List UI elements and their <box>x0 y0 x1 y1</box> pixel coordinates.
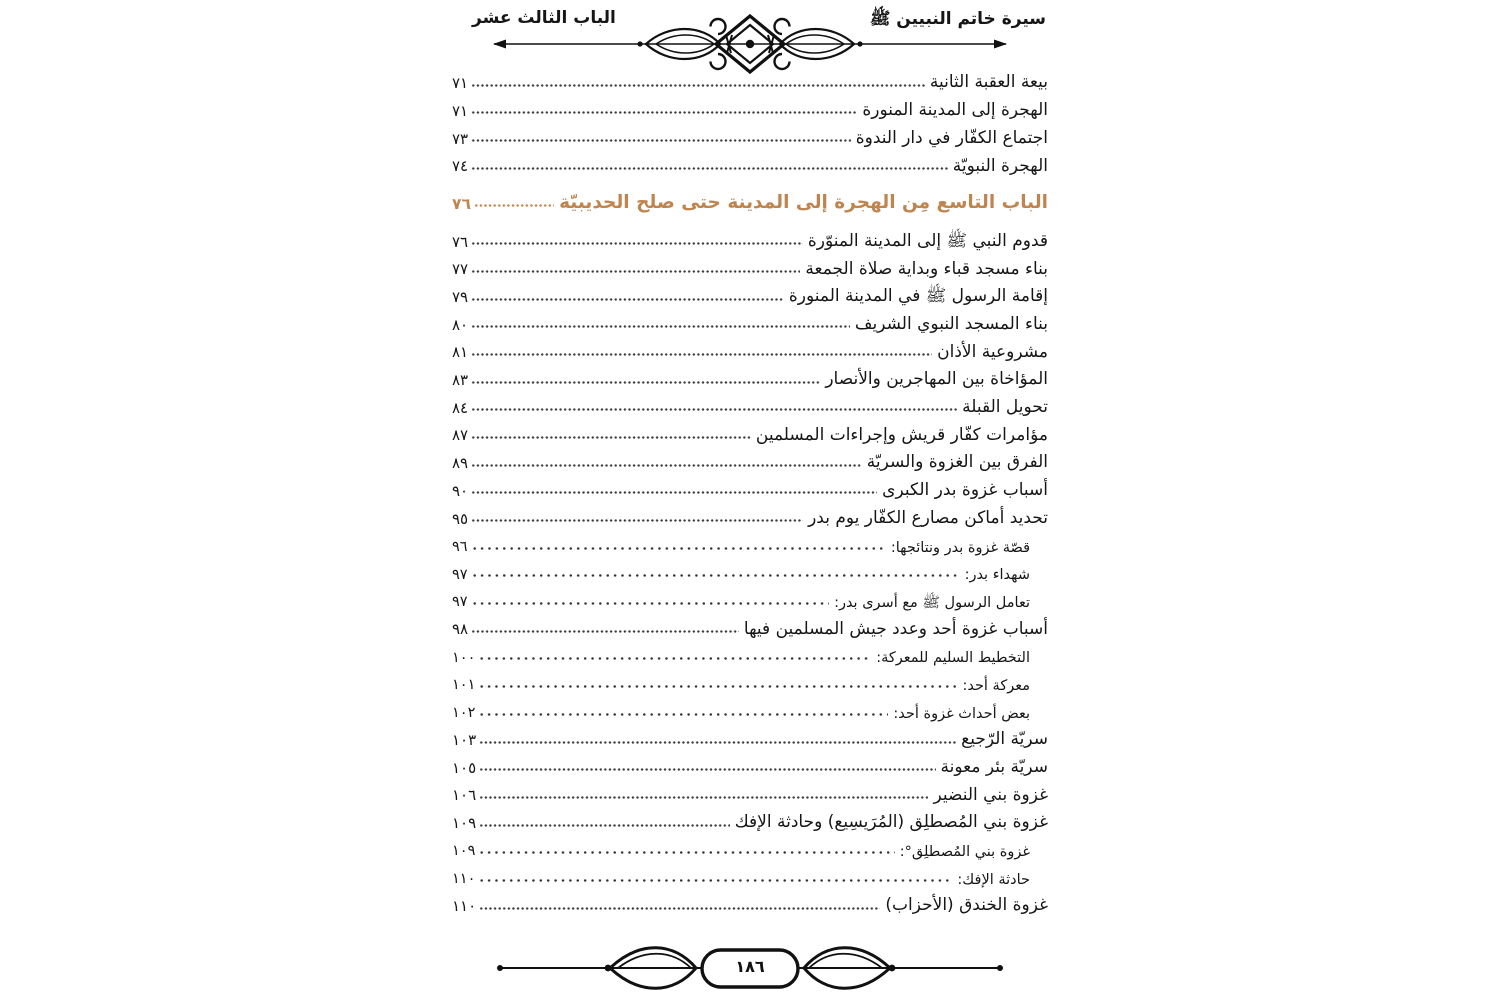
toc-entry-title[interactable]: الهجرة إلى المدينة المنورة <box>862 100 1048 121</box>
dot-leader <box>479 907 880 910</box>
toc-entry-title[interactable]: غزوة بني المُصطلِق (المُرَيسِيع) وحادثة الإفك <box>734 812 1048 833</box>
dot-leader <box>471 602 829 605</box>
toc-entry-title[interactable]: أسباب غزوة بدر الكبرى <box>882 480 1048 501</box>
toc-entry-page: ٨٤ <box>452 398 469 417</box>
toc-entry-title[interactable]: الهجرة النبويّة <box>952 155 1048 176</box>
toc-row[interactable] <box>452 557 1048 585</box>
toc-row[interactable] <box>452 474 1048 502</box>
toc-entry-title[interactable]: بناء مسجد قباء وبداية صلاة الجمعة <box>805 258 1048 279</box>
toc-entry-title[interactable]: التخطيط السليم للمعركة: <box>876 650 1030 667</box>
book-title: سيرة خاتم النبيين ﷺ <box>869 9 1046 29</box>
toc-row[interactable] <box>452 252 1048 280</box>
toc-row[interactable] <box>452 363 1048 391</box>
toc-list <box>452 66 1048 917</box>
chapter-header-title: الباب الثالث عشر <box>472 8 616 28</box>
dot-leader <box>471 111 857 114</box>
dot-leader <box>471 464 862 467</box>
toc-entry-page: ٩٨ <box>452 620 469 639</box>
dot-leader <box>471 167 948 170</box>
toc-entry-page: ٨١ <box>452 343 469 362</box>
dot-leader <box>471 139 851 142</box>
dot-leader <box>471 298 784 301</box>
toc-entry-title[interactable]: الباب التاسع مِن الهجرة إلى المدينة حتى صلح الحديبيّة <box>559 192 1048 214</box>
toc-entry-title[interactable]: سريّة الرّجيع <box>961 729 1048 750</box>
toc-entry-page: ٩٠ <box>452 481 469 500</box>
toc-entry-page: ٧٩ <box>452 288 469 306</box>
toc-entry-page: ١٠٢ <box>452 704 476 721</box>
toc-entry-page: ١٠٣ <box>452 731 477 749</box>
toc-entry-page: ٩٧ <box>452 566 468 583</box>
dot-leader <box>474 204 554 207</box>
dot-leader <box>471 242 803 245</box>
footer-page-number: ١٨٦ <box>735 957 765 976</box>
toc-entry-title[interactable]: بناء المسجد النبوي الشريف <box>854 313 1048 334</box>
toc-entry-title[interactable]: قصّة غزوة بدر ونتائجها: <box>890 539 1030 556</box>
toc-row[interactable] <box>452 280 1048 308</box>
toc-row[interactable] <box>452 335 1048 363</box>
dot-leader <box>471 547 886 550</box>
toc-entry-page: ٧٦ <box>452 232 469 251</box>
toc-entry-page: ٧١ <box>452 101 469 120</box>
toc-row[interactable] <box>452 861 1048 889</box>
dot-leader <box>471 574 960 577</box>
dot-leader <box>471 436 751 439</box>
toc-entry-title[interactable]: حادثة الإفك: <box>957 871 1030 888</box>
dot-leader <box>471 325 850 328</box>
dot-leader <box>479 768 935 771</box>
toc-row[interactable] <box>452 529 1048 557</box>
toc-entry-title[interactable]: إقامة الرسول ﷺ في المدينة المنورة <box>788 286 1048 307</box>
toc-entry-page: ٨٣ <box>452 371 469 390</box>
toc-row[interactable] <box>452 723 1048 751</box>
toc-row[interactable] <box>452 149 1048 177</box>
toc-row[interactable] <box>452 121 1048 149</box>
toc-row[interactable] <box>452 778 1048 806</box>
toc-entry-title[interactable]: غزوة بني النضير <box>933 784 1048 805</box>
toc-row[interactable] <box>452 446 1048 474</box>
toc-entry-title[interactable]: مشروعية الأذان <box>937 341 1048 362</box>
toc-row[interactable] <box>452 391 1048 419</box>
toc-row[interactable] <box>452 834 1048 862</box>
dot-leader <box>471 270 800 273</box>
toc-entry-page: ٧٤ <box>452 157 469 176</box>
toc-entry-page: ٩٦ <box>452 538 468 555</box>
dot-leader <box>478 713 888 716</box>
toc-row[interactable] <box>452 94 1048 122</box>
toc-entry-page: ٧٣ <box>452 129 469 148</box>
toc-row[interactable] <box>452 66 1048 94</box>
toc-row[interactable] <box>452 418 1048 446</box>
page-footer <box>490 928 1010 1000</box>
toc-row[interactable] <box>452 612 1048 640</box>
toc-entry-page: ١٠٦ <box>452 786 477 805</box>
dot-leader <box>471 630 739 633</box>
toc-entry-page: ١٠٩ <box>452 843 476 860</box>
toc-entry-title[interactable]: تحويل القبلة <box>962 397 1048 417</box>
dot-leader <box>471 381 820 384</box>
toc-row[interactable] <box>452 308 1048 336</box>
dot-leader <box>478 657 871 660</box>
toc-entry-title[interactable]: تعامل الرسول ﷺ مع أسرى بدر: <box>834 594 1030 611</box>
toc-entry-title[interactable]: أسباب غزوة أحد وعدد جيش المسلمين فيها <box>743 618 1048 639</box>
toc-entry-title[interactable]: تحديد أماكن مصارع الكفّار يوم بدر <box>808 507 1048 528</box>
toc-entry-title[interactable]: غزوة الخندق (الأحزاب) <box>885 895 1048 916</box>
toc-row[interactable] <box>452 695 1048 723</box>
toc-chapter-row[interactable] <box>452 187 1048 215</box>
toc-entry-page: ٧٧ <box>452 260 469 279</box>
toc-entry-title[interactable]: الفرق بين الغزوة والسريّة <box>866 452 1048 473</box>
toc-entry-page: ١١٠ <box>452 897 477 916</box>
dot-leader <box>478 879 952 882</box>
toc-entry-page: ٧٦ <box>452 195 471 214</box>
toc-entry-page: ١٠٩ <box>452 814 477 833</box>
toc-entry-title[interactable]: مؤامرات كفّار قريش وإجراءات المسلمين <box>755 424 1048 445</box>
toc-row[interactable] <box>452 806 1048 834</box>
toc-entry-title[interactable]: سريّة بئر معونة <box>940 756 1048 777</box>
toc-row[interactable] <box>452 889 1048 917</box>
toc-entry-title[interactable]: المؤاخاة بين المهاجرين والأنصار <box>825 369 1048 390</box>
dot-leader <box>471 408 957 411</box>
dot-leader <box>479 824 730 827</box>
dot-leader <box>471 353 932 356</box>
toc-row[interactable] <box>452 501 1048 529</box>
toc-entry-title[interactable]: بعض أحداث غزوة أحد: <box>893 705 1030 722</box>
toc-entry-title[interactable]: معركة أحد: <box>962 678 1030 694</box>
toc-entry-page: ١٠٠ <box>452 649 476 666</box>
toc-entry-title[interactable]: قدوم النبي ﷺ إلى المدينة المنوّرة <box>807 230 1048 251</box>
toc-row[interactable] <box>452 224 1048 252</box>
dot-leader <box>478 685 957 688</box>
toc-entry-page: ١٠٥ <box>452 758 477 777</box>
dot-leader <box>479 741 956 744</box>
dot-leader <box>479 796 928 799</box>
toc-entry-page: ١٠١ <box>452 677 476 694</box>
toc-entry-title[interactable]: اجتماع الكفّار في دار الندوة <box>855 127 1048 148</box>
toc-row[interactable] <box>452 667 1048 695</box>
toc-entry-page: ١١٠ <box>452 871 476 888</box>
toc-entry-page: ٨٩ <box>452 454 469 473</box>
dot-leader <box>471 491 877 494</box>
toc-row[interactable] <box>452 640 1048 668</box>
dot-leader <box>478 851 894 854</box>
toc-entry-page: ٧١ <box>452 74 469 93</box>
toc-entry-title[interactable]: غزوة بني المُصطلِق°: <box>899 844 1030 861</box>
toc-entry-page: ٨٧ <box>452 426 469 445</box>
dot-leader <box>471 84 925 87</box>
toc-entry-page: ٨٠ <box>452 315 469 334</box>
toc-entry-page: ٩٥ <box>452 509 469 528</box>
toc-entry-title[interactable]: بيعة العقبة الثانية <box>929 72 1048 93</box>
toc-row[interactable] <box>452 584 1048 612</box>
toc-entry-page: ٩٧ <box>452 594 468 611</box>
toc-row[interactable] <box>452 751 1048 779</box>
dot-leader <box>471 519 803 522</box>
toc-entry-title[interactable]: شهداء بدر: <box>964 567 1030 584</box>
